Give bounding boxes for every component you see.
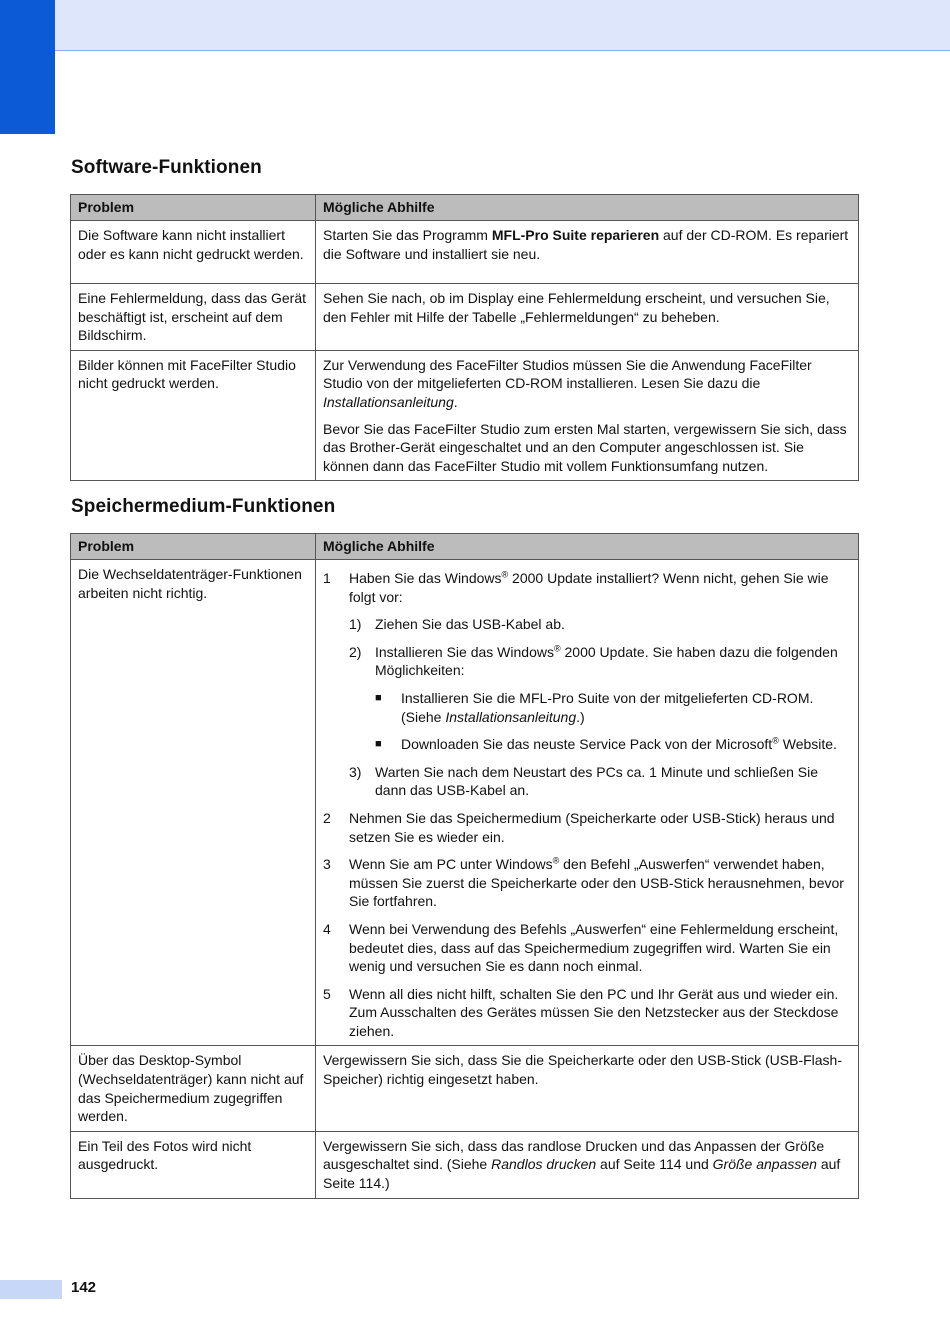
problem-cell: Eine Fehlermeldung, dass das Gerät beschäftigt ist, erscheint auf dem Bildschirm.: [71, 284, 316, 351]
problem-cell: Die Wechseldatenträger-Funktionen arbeiten nicht richtig.: [71, 560, 316, 1046]
step-5: 5 Wenn all dies nicht hilft, schalten Sie den PC und Ihr Gerät aus und wieder ein. Zum Ausschalten des Gerätes müssen Sie den Netzstecker aus der Steckdose ziehen.: [323, 985, 839, 1039]
substep-1: 1) Ziehen Sie das USB-Kabel ab.: [349, 616, 565, 633]
problem-cell: Bilder können mit FaceFilter Studio nicht gedruckt werden.: [71, 350, 316, 481]
bullet-item: ■ Downloaden Sie das neuste Service Pack von der Microsoft® Website.: [375, 735, 837, 753]
column-header-remedy: Mögliche Abhilfe: [316, 195, 859, 221]
remedy-cell: [316, 560, 859, 1046]
step-4: 4 Wenn bei Verwendung des Befehls „Auswerfen“ eine Fehlermeldung erscheint, bedeutet dies, dass auf das Speichermedium zugegriffen wird. Warten Sie ein wenig und versuchen Sie es dann noch einmal.: [323, 920, 839, 975]
step-1: 1 Haben Sie das Windows® 2000 Update installiert? Wenn nicht, gehen Sie wie folgt vor: 1) Ziehen Sie das USB-Kabel ab. 2) Installieren Sie das Windows® 2000 Update. Sie haben dazu die folgenden Möglichkeiten: ■ Installieren Sie die MFL-Pro Suite von der mitgelieferten CD-ROM. (Siehe Installationsanleitung.) ■ Downloaden Sie das neuste Service Pack von der Microsoft® Website. 3) Warten Sie nach dem Neustart des PCs ca. 1 Minute und schließen Sie dann das USB-Kabel an.: [323, 569, 851, 800]
square-bullet-icon: ■: [375, 738, 382, 751]
remedy-cell: Sehen Sie nach, ob im Display eine Fehlermeldung erscheint, und versuchen Sie, den Fehler mit Hilfe der Tabelle „Fehlermeldungen“ zu beheben.: [316, 284, 859, 351]
section-title-software: Software-Funktionen: [71, 157, 262, 178]
table-row: [71, 350, 859, 481]
table-row: [71, 1131, 859, 1198]
column-header-problem: Problem: [71, 534, 316, 560]
table-header-row: [71, 534, 859, 560]
step-3: 3 Wenn Sie am PC unter Windows® den Befehl „Auswerfen“ verwendet haben, müssen Sie zuerst die Speicherkarte oder den USB-Stick herausnehmen, bevor Sie fortfahren.: [323, 855, 844, 910]
substep-3: 3) Warten Sie nach dem Neustart des PCs ca. 1 Minute und schließen Sie dann das USB-Kabel an.: [349, 763, 819, 799]
header-band: [0, 0, 950, 51]
table-row: [71, 221, 859, 284]
chapter-tab: [0, 0, 55, 134]
step-2: 2 Nehmen Sie das Speichermedium (Speicherkarte oder USB-Stick) heraus und setzen Sie es wieder ein.: [323, 809, 835, 845]
remedy-cell: Zur Verwendung des FaceFilter Studios müssen Sie die Anwendung FaceFilter Studio von der mitgelieferten CD-ROM installieren. Lesen Sie dazu die Installationsanleitung. Bevor Sie das FaceFilter Studio zum ersten Mal starten, vergewissern Sie sich, dass das Brother-Gerät eingeschaltet und an den Computer angeschlossen ist. Sie können dann das FaceFilter Studio mit vollem Funktionsumfang nutzen.: [316, 350, 859, 481]
storage-table: [70, 533, 859, 1199]
bullet-item: ■ Installieren Sie die MFL-Pro Suite von der mitgelieferten CD-ROM. (Siehe Installationsanleitung.): [375, 689, 814, 725]
remedy-cell: Starten Sie das Programm MFL-Pro Suite reparieren auf der CD-ROM. Es repariert die Software und installiert sie neu.: [316, 221, 859, 284]
problem-cell: Über das Desktop-Symbol (Wechseldatenträger) kann nicht auf das Speichermedium zugegriffen werden.: [71, 1046, 316, 1131]
table-header-row: [71, 195, 859, 221]
software-table: [70, 194, 859, 481]
table-row: [71, 560, 859, 1046]
problem-cell: Die Software kann nicht installiert oder es kann nicht gedruckt werden.: [71, 221, 316, 284]
remedy-cell: Vergewissern Sie sich, dass das randlose Drucken und das Anpassen der Größe ausgeschaltet sind. (Siehe Randlos drucken auf Seite 114 und Größe anpassen auf Seite 114.): [316, 1131, 859, 1198]
section-title-storage: Speichermedium-Funktionen: [71, 496, 336, 517]
substep-2: 2) Installieren Sie das Windows® 2000 Update. Sie haben dazu die folgenden Möglichkeiten: ■ Installieren Sie die MFL-Pro Suite von der mitgelieferten CD-ROM. (Siehe Installationsanleitung.) ■ Downloaden Sie das neuste Service Pack von der Microsoft® Website.: [349, 643, 851, 754]
table-row: [71, 284, 859, 351]
remedy-cell: Vergewissern Sie sich, dass Sie die Speicherkarte oder den USB-Stick (USB-Flash-Speicher) richtig eingesetzt haben.: [316, 1046, 859, 1131]
column-header-remedy: Mögliche Abhilfe: [316, 534, 859, 560]
footer-bar: [0, 1280, 62, 1299]
table-row: [71, 1046, 859, 1131]
square-bullet-icon: ■: [375, 691, 382, 704]
column-header-problem: Problem: [71, 195, 316, 221]
problem-cell: Ein Teil des Fotos wird nicht ausgedruckt.: [71, 1131, 316, 1198]
page-number: 142: [71, 1279, 97, 1296]
